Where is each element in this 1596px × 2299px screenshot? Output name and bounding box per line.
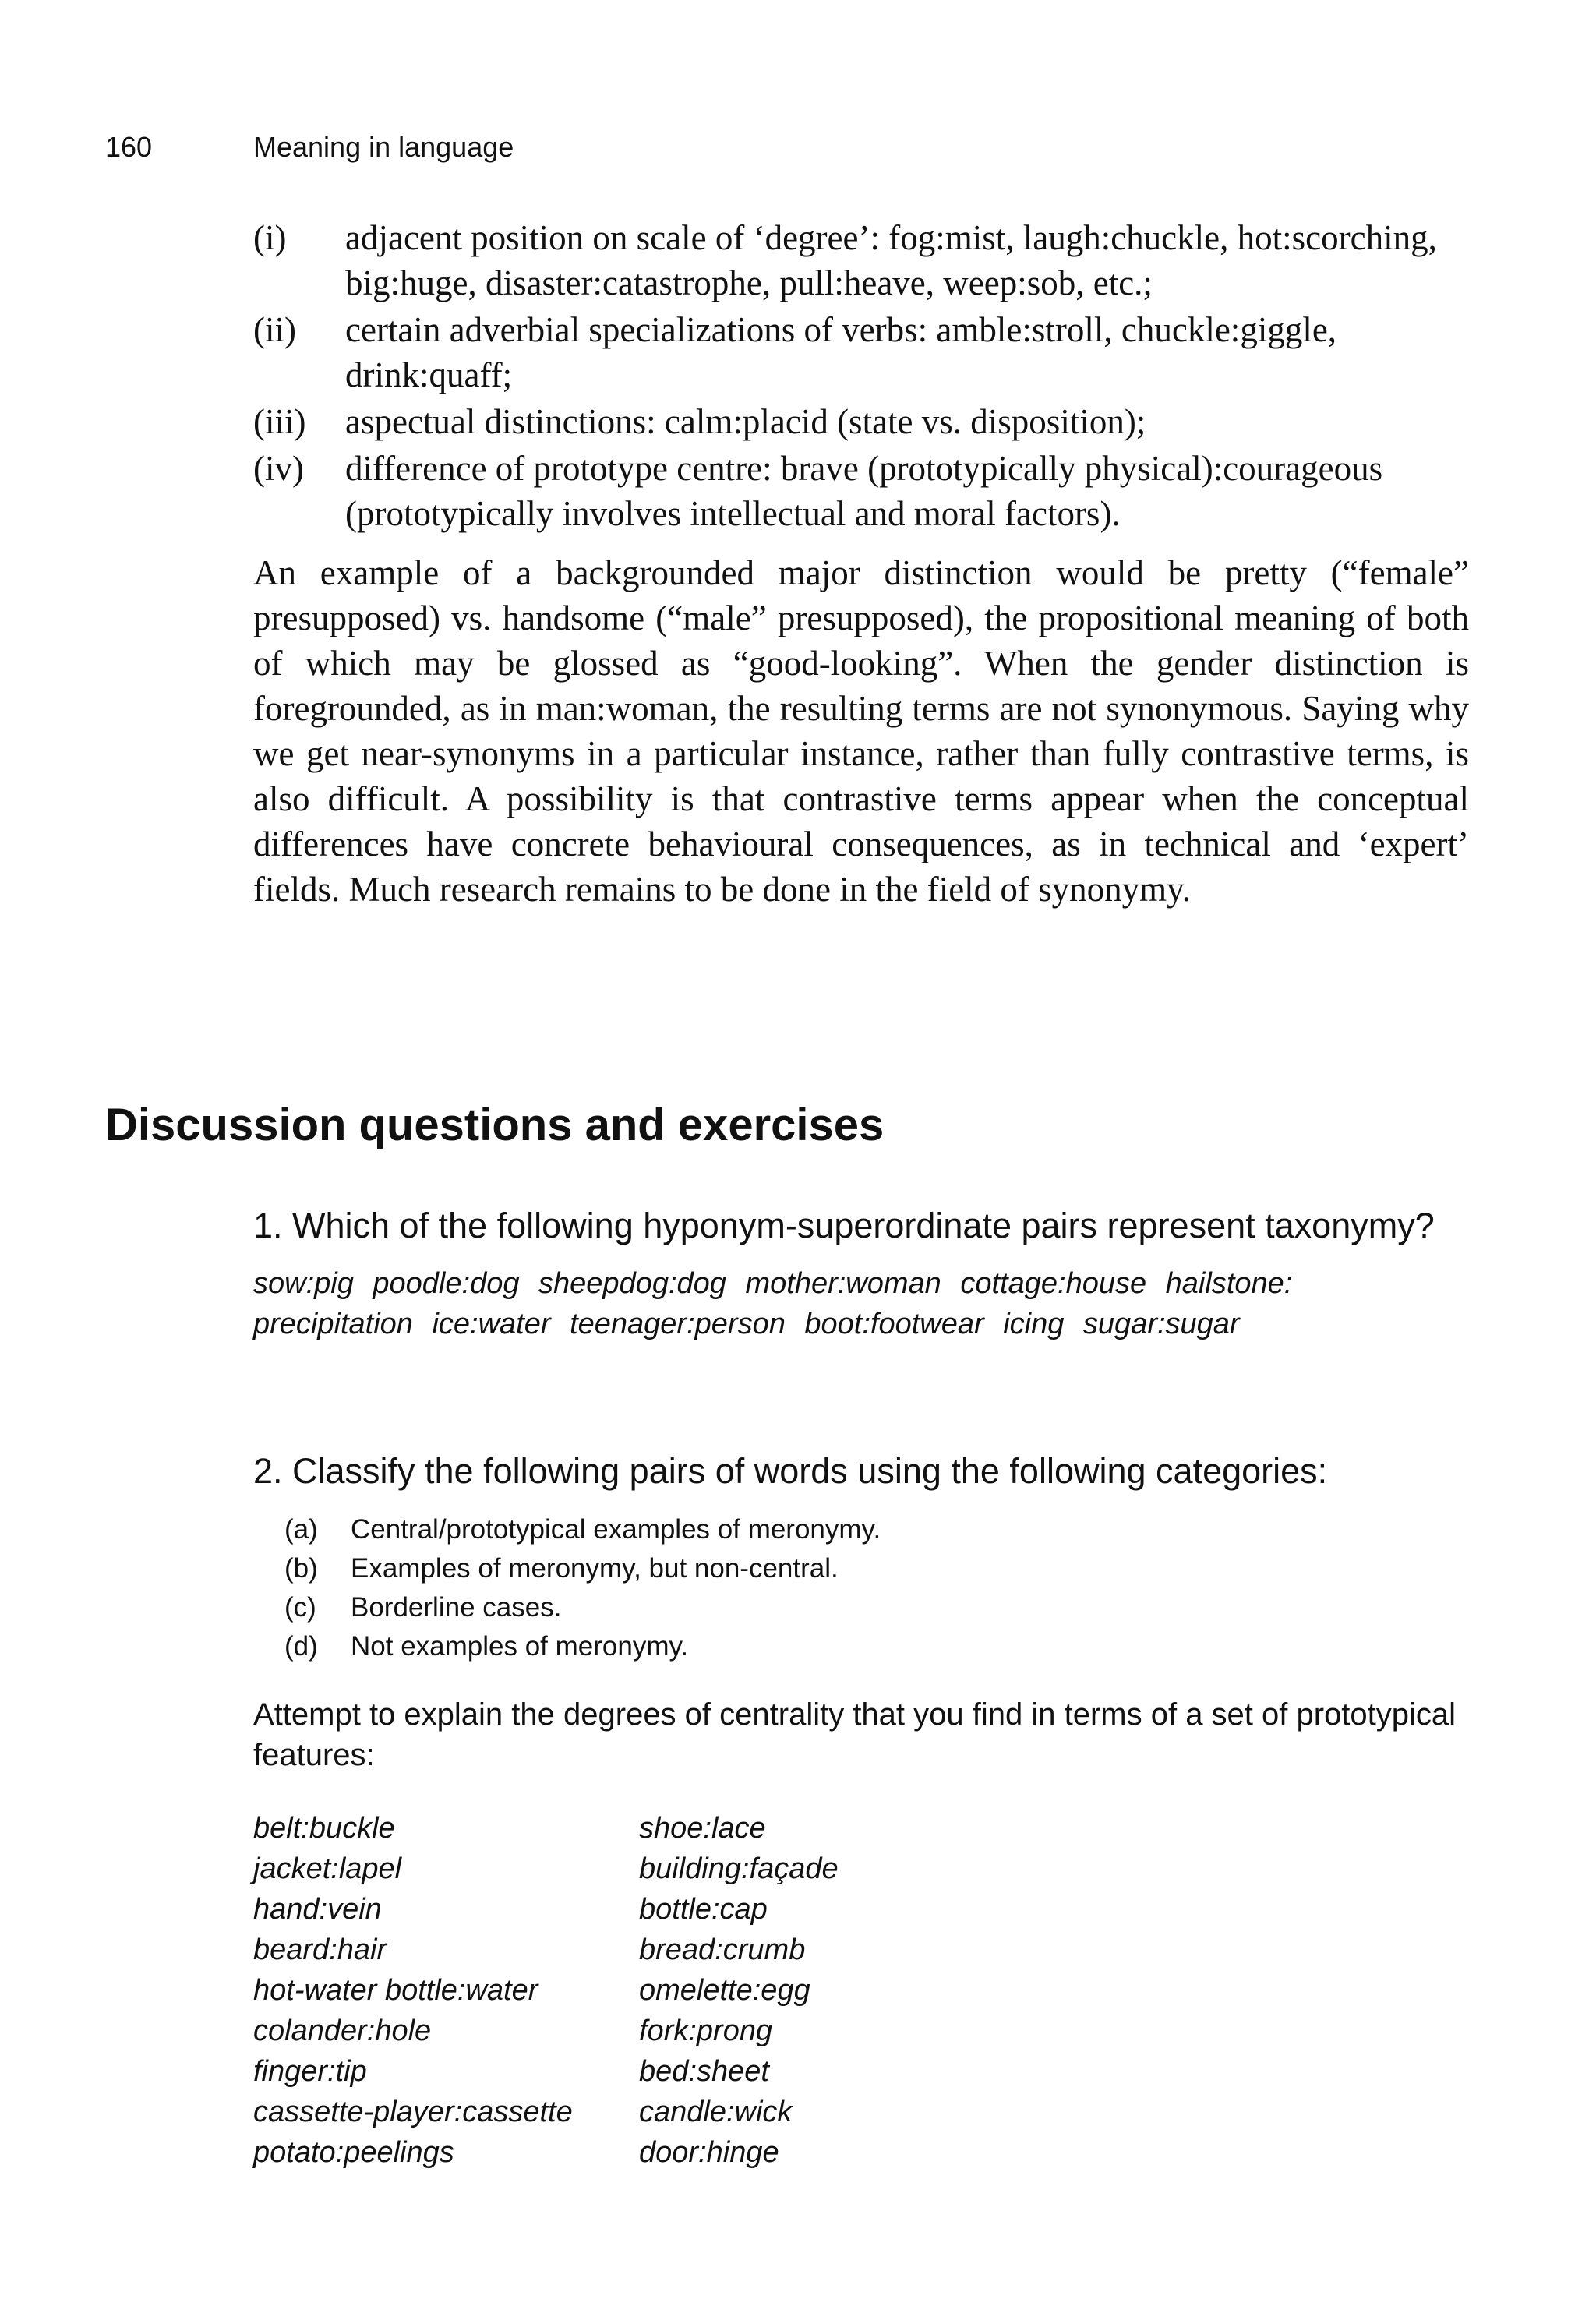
- question-prompt: Classify the following pairs of words using the following categories:: [292, 1451, 1328, 1491]
- category-item: [284, 1588, 1469, 1627]
- pair-right: bread:crumb: [639, 1933, 806, 1966]
- category-text: Borderline cases.: [351, 1592, 562, 1623]
- feature-text: certain adverbial specializations of verbs: amble:stroll, chuckle:giggle, drink:quaff;: [345, 310, 1337, 394]
- pair-right: door:hinge: [639, 2136, 779, 2169]
- feature-text: aspectual distinctions: calm:placid (state vs. disposition);: [345, 402, 1146, 441]
- pair-left: hand:vein: [253, 1893, 382, 1926]
- category-text: Central/prototypical examples of meronymy.: [351, 1514, 881, 1545]
- feature-marker: (iv): [253, 449, 304, 488]
- category-list: [284, 1510, 1469, 1666]
- feature-text: adjacent position on scale of ‘degree’: fog:mist, laugh:chuckle, hot:scorching, big:huge, disaster:catastrophe, pull:heave, weep:sob, etc.;: [345, 218, 1437, 302]
- feature-item: [253, 399, 1469, 444]
- pair-left: belt:buckle: [253, 1812, 395, 1845]
- example-pairs: sow:pig poodle:dog sheepdog:dog mother:woman cottage:house hailstone: precipitation ice:water teenager:person boot:footwear icing sugar:sugar: [253, 1267, 1293, 1340]
- category-item: [284, 1627, 1469, 1666]
- category-marker: (d): [284, 1631, 318, 1662]
- page-number: 160: [105, 131, 153, 163]
- pair-right: building:façade: [639, 1852, 839, 1885]
- pair-left: hot-water bottle:water: [253, 1974, 538, 2007]
- question-text: [253, 1204, 1469, 1248]
- pair-left: jacket:lapel: [253, 1852, 402, 1885]
- question-prompt: Which of the following hyponym-superordinate pairs represent taxonymy?: [292, 1206, 1435, 1245]
- section-heading: Discussion questions and exercises: [105, 1100, 885, 1150]
- pair-right: bottle:cap: [639, 1893, 768, 1926]
- question-number: 2.: [253, 1451, 283, 1491]
- category-text: Not examples of meronymy.: [351, 1631, 689, 1662]
- question-text: [253, 1450, 1469, 1493]
- pair-right: omelette:egg: [639, 1974, 810, 2007]
- feature-item: [253, 307, 1469, 397]
- pair-left: beard:hair: [253, 1933, 387, 1966]
- category-marker: (b): [284, 1553, 318, 1584]
- question-2: [253, 1450, 1469, 2173]
- question-number: 1.: [253, 1206, 283, 1245]
- body-paragraph: An example of a backgrounded major distinction would be pretty (“female” presupposed) vs. handsome (“male” presupposed), the propositional meaning of both of which may be glossed as “good-looking”. When the gender distinction is foregrounded, as in man:woman, the resulting terms are not synonymous. Saying why we get near-synonyms in a particular instance, rather than fully contrastive terms, is also difficult. A possibility is that contrastive terms appear when the conceptual differences have concrete behavioural consequences, as in technical and ‘expert’ fields. Much research remains to be done in the field of synonymy.: [253, 553, 1469, 909]
- feature-list: [253, 215, 1469, 538]
- pair-right: shoe:lace: [639, 1812, 766, 1845]
- question-1: [253, 1204, 1469, 1344]
- word-pair-grid: [253, 1808, 1469, 2173]
- running-header: [105, 131, 514, 164]
- feature-marker: (iii): [253, 402, 306, 441]
- pair-left: finger:tip: [253, 2055, 367, 2088]
- pair-left: colander:hole: [253, 2015, 432, 2047]
- category-marker: (a): [284, 1514, 318, 1545]
- category-item: [284, 1510, 1469, 1549]
- pair-right: fork:prong: [639, 2015, 773, 2047]
- category-text: Examples of meronymy, but non-central.: [351, 1553, 839, 1584]
- pair-left: potato:peelings: [253, 2136, 454, 2169]
- feature-marker: (ii): [253, 310, 296, 349]
- pair-right: candle:wick: [639, 2096, 793, 2128]
- feature-item: [253, 215, 1469, 305]
- category-marker: (c): [284, 1592, 316, 1623]
- category-item: [284, 1549, 1469, 1588]
- feature-item: [253, 446, 1469, 536]
- running-title: Meaning in language: [253, 131, 514, 163]
- pair-left: cassette-player:cassette: [253, 2096, 573, 2128]
- pair-right: bed:sheet: [639, 2055, 769, 2088]
- instruction-text: Attempt to explain the degrees of centrality that you find in terms of a set of prototypical features:: [253, 1697, 1457, 1772]
- feature-text: difference of prototype centre: brave (prototypically physical):courageous (prototypically involves intellectual and moral factors).: [345, 449, 1383, 533]
- feature-marker: (i): [253, 218, 287, 257]
